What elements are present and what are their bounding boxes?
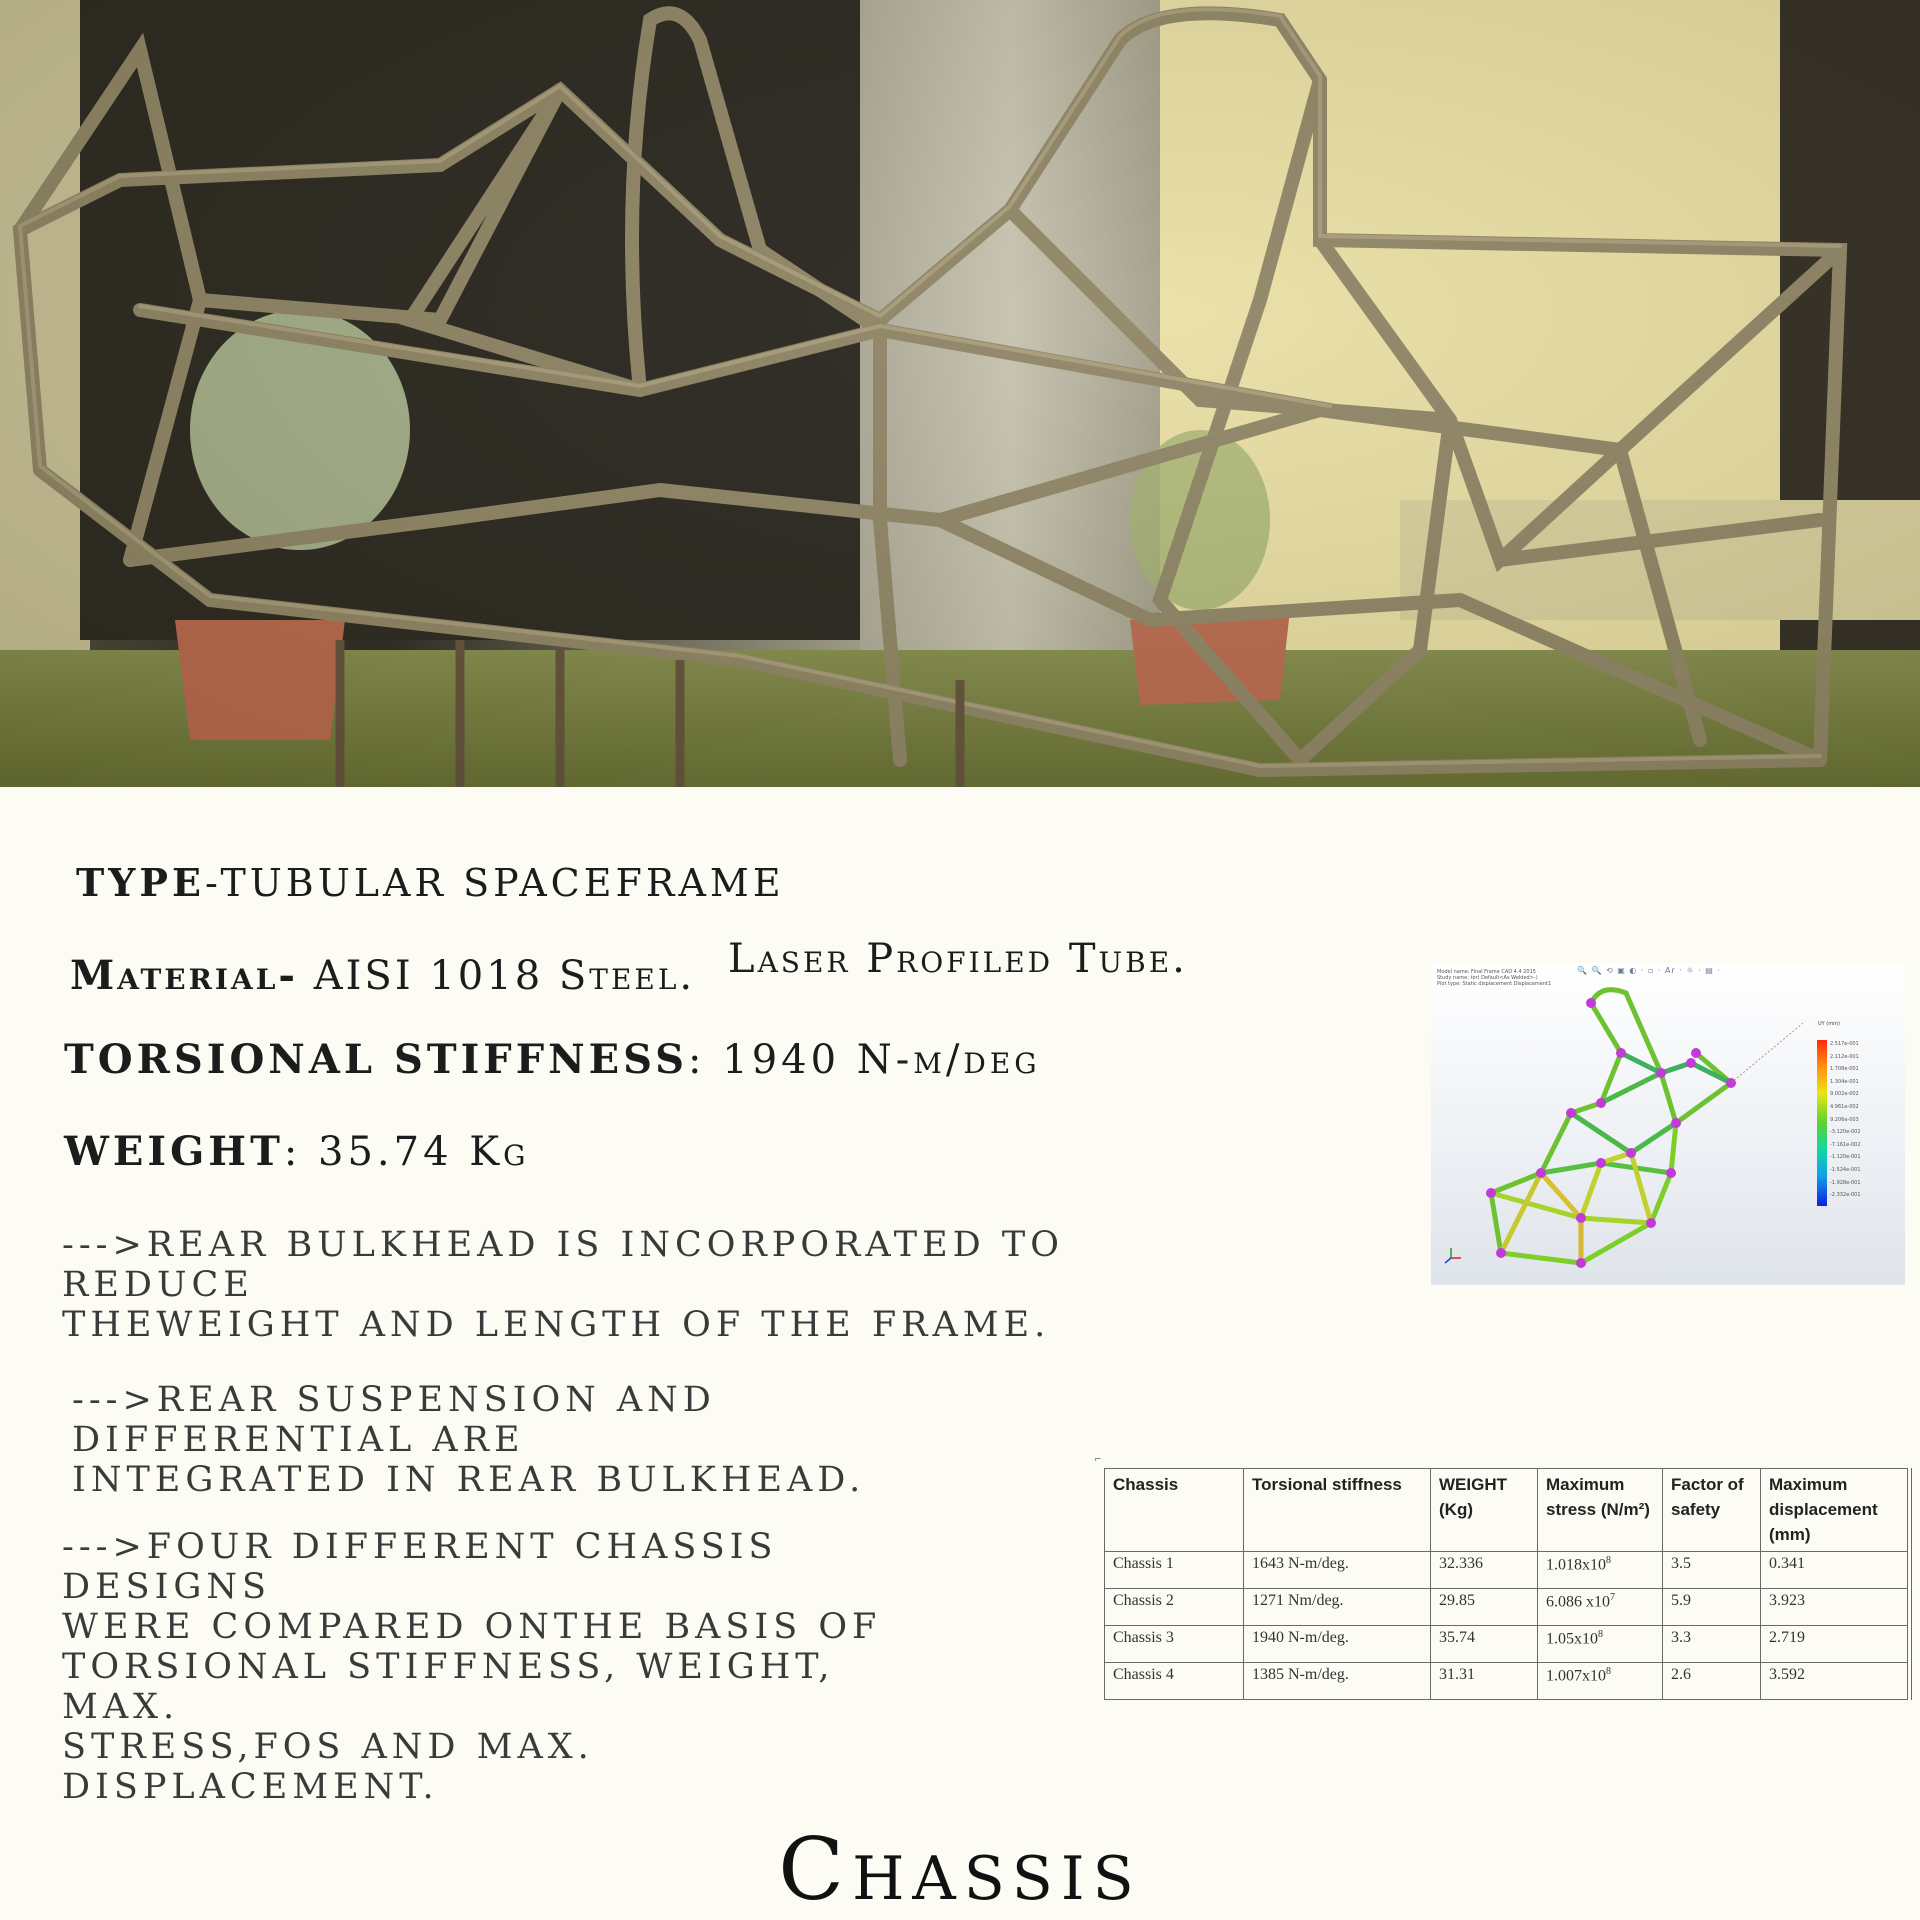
cell-stiffness: 1940 N-m/deg. (1244, 1626, 1431, 1663)
spec-weight (64, 1128, 530, 1175)
fea-legend-values: 2.517e-001 2.112e-001 1.708e-001 1.304e-001 9.002e-002 4.961e-002 9.206e-003 -3.120e-002 -7.161e-002 -1.120e-001 -1.524e-001 -1.928e-001 -2.332e-001 (1830, 1041, 1861, 1199)
cell-stress (1538, 1589, 1663, 1626)
cell-stiffness: 1643 N-m/deg. (1244, 1552, 1431, 1589)
cell-weight: 31.31 (1431, 1663, 1538, 1700)
stress-base: 1.05x10 (1546, 1630, 1598, 1648)
spec-type (76, 860, 785, 905)
cell-chassis: Chassis 1 (1105, 1552, 1244, 1589)
spec-material-value: AISI 1018 Steel. (298, 953, 696, 999)
stress-exponent: 8 (1598, 1629, 1603, 1640)
stress-exponent: 8 (1606, 1666, 1611, 1677)
cell-chassis: Chassis 4 (1105, 1663, 1244, 1700)
fea-header: Model name: Final Frame CAD 4.4 2015 Study name: tor( Default<As Welded>-) Plot type: Static displacement Displacement1 (1437, 969, 1552, 987)
cell-fos: 3.5 (1663, 1552, 1761, 1589)
cell-fos: 2.6 (1663, 1663, 1761, 1700)
col-header-max-displacement: Maximum displacement (mm) (1761, 1469, 1908, 1552)
cell-displacement: 3.592 (1761, 1663, 1908, 1700)
hero-photo (0, 0, 1920, 787)
fea-legend-title: UY (mm) (1818, 1021, 1840, 1027)
cell-displacement: 0.341 (1761, 1552, 1908, 1589)
table-row (1105, 1663, 1908, 1700)
spec-type-value: -TUBULAR SPACEFRAME (204, 861, 785, 905)
page-title: Chassis (778, 1820, 1142, 1920)
col-header-chassis: Chassis (1105, 1469, 1244, 1552)
cell-chassis: Chassis 3 (1105, 1626, 1244, 1663)
note-rear-bulkhead: --->REAR BULKHEAD IS INCORPORATED TO REDUCE THEWEIGHT AND LENGTH OF THE FRAME. (62, 1225, 1064, 1345)
spec-type-label: TYPE (76, 860, 205, 905)
table-row (1105, 1626, 1908, 1663)
table-anchor-marker: ⌐ (1094, 1455, 1102, 1465)
table-row (1105, 1552, 1908, 1589)
note-rear-suspension: --->REAR SUSPENSION AND DIFFERENTIAL ARE INTEGRATED IN REAR BULKHEAD. (72, 1380, 866, 1500)
table-right-edge (1908, 1468, 1912, 1700)
spec-torsional-stiffness (64, 1036, 1041, 1083)
col-header-factor-of-safety: Factor of safety (1663, 1469, 1761, 1552)
stress-base: 6.086 x10 (1546, 1593, 1610, 1611)
spec-material-extra: Laser Profiled Tube. (728, 936, 1188, 982)
cell-stress (1538, 1626, 1663, 1663)
spaceframe-photo-illustration (0, 0, 1920, 787)
comparison-table-wrapper (1104, 1468, 1908, 1700)
col-header-weight: WEIGHT (Kg) (1431, 1469, 1538, 1552)
cell-displacement: 3.923 (1761, 1589, 1908, 1626)
spec-weight-value: : 35.74 Kg (283, 1129, 530, 1175)
table-header-row (1105, 1469, 1908, 1552)
cell-fos: 3.3 (1663, 1626, 1761, 1663)
fea-toolbar: 🔍 🔍 ⟲ ▣ ◐ · ▫ · Ar · ☼ · ▤ · (1577, 966, 1721, 975)
table-row (1105, 1589, 1908, 1626)
fea-displacement-plot (1431, 963, 1905, 1285)
plant-pot (175, 620, 345, 740)
note-chassis-comparison: --->FOUR DIFFERENT CHASSIS DESIGNS WERE COMPARED ONTHE BASIS OF TORSIONAL STIFFNESS, WEIGHT, MAX. STRESS,FOS AND MAX. DISPLACEMENT. (62, 1527, 882, 1807)
cell-stiffness: 1271 Nm/deg. (1244, 1589, 1431, 1626)
spec-torsion-value: : 1940 N-m/deg (688, 1037, 1041, 1083)
stress-exponent: 7 (1610, 1592, 1615, 1603)
chassis-comparison-table (1104, 1468, 1908, 1700)
cell-displacement: 2.719 (1761, 1626, 1908, 1663)
cell-weight: 35.74 (1431, 1626, 1538, 1663)
col-header-torsional-stiffness: Torsional stiffness (1244, 1469, 1431, 1552)
cell-fos: 5.9 (1663, 1589, 1761, 1626)
col-header-max-stress: Maximum stress (N/m²) (1538, 1469, 1663, 1552)
stress-base: 1.018x10 (1546, 1556, 1606, 1574)
cell-weight: 29.85 (1431, 1589, 1538, 1626)
spec-material (70, 952, 695, 999)
stress-base: 1.007x10 (1546, 1667, 1606, 1685)
cell-stress (1538, 1552, 1663, 1589)
cell-chassis: Chassis 2 (1105, 1589, 1244, 1626)
spec-weight-label: WEIGHT (64, 1128, 284, 1175)
cell-stress (1538, 1663, 1663, 1700)
spec-material-label: Material- (70, 952, 299, 999)
stress-exponent: 8 (1606, 1555, 1611, 1566)
fea-color-scale (1817, 1040, 1827, 1206)
axis-triad-icon (1445, 1248, 1461, 1263)
spec-torsion-label: TORSIONAL STIFFNESS (64, 1036, 689, 1083)
cell-stiffness: 1385 N-m/deg. (1244, 1663, 1431, 1700)
cell-weight: 32.336 (1431, 1552, 1538, 1589)
